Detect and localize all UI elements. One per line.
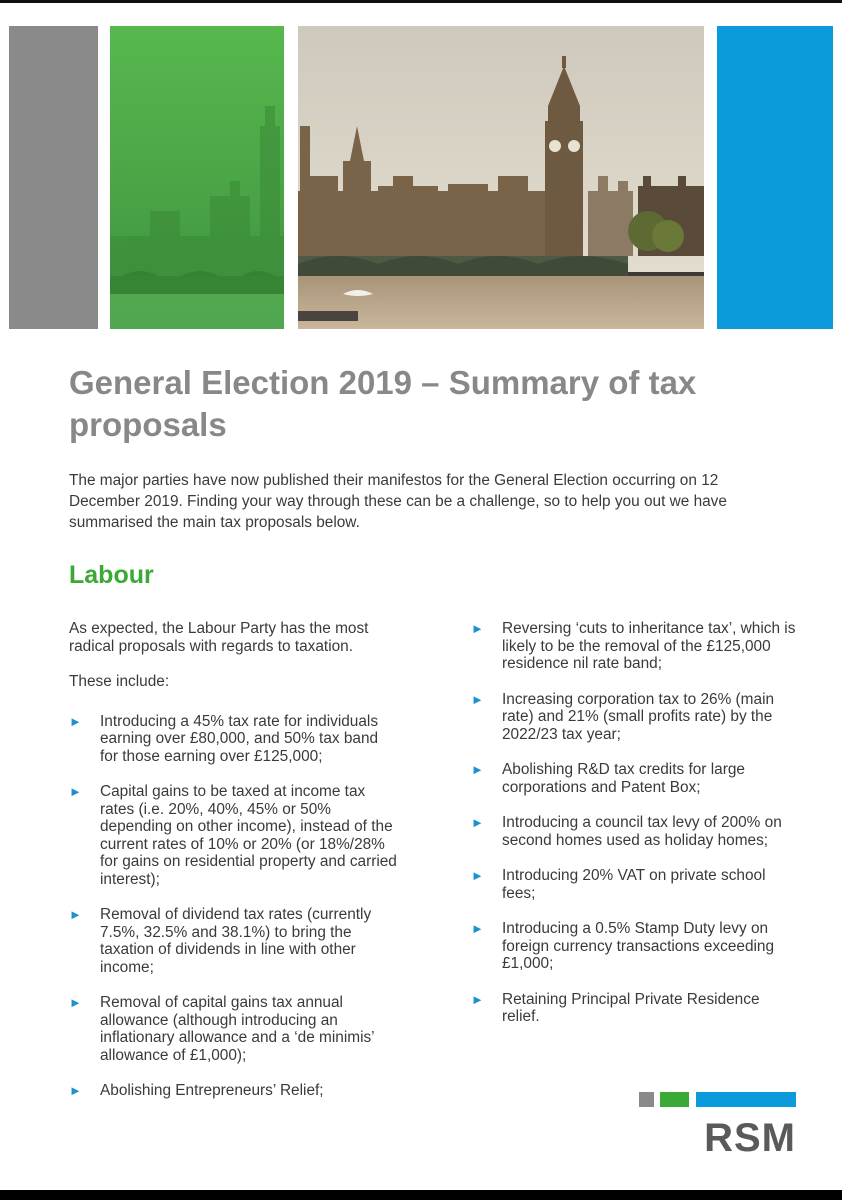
list-item-text: Removal of dividend tax rates (currently 7.5%, 32.5% and 38.1%) to bring the taxation of dividends in line with other income; [100,906,372,976]
bullet-arrow-icon: ► [69,907,82,922]
list-item-text: Removal of capital gains tax annual allowance (although introducing an inflationary allowance and a ‘de minimis’ allowance of £1,000); [100,994,375,1064]
bullet-list-left [69,713,399,1100]
page-bottom-edge [0,1190,842,1200]
logo-grey-bar [639,1092,654,1107]
list-item-text: Introducing a council tax levy of 200% on second homes used as holiday homes; [502,814,782,849]
page-title: General Election 2019 – Summary of tax proposals [69,364,697,443]
list-item [69,1082,399,1100]
list-item [471,920,801,973]
westminster-tinted-icon [110,26,284,329]
rsm-logo [639,1092,796,1162]
list-item-text: Retaining Principal Private Residence relief. [502,990,760,1025]
list-item-text: Introducing 20% VAT on private school fees; [502,867,766,902]
body-paragraph: These include: [69,673,170,690]
logo-text: RSM [704,1116,796,1160]
westminster-photo-icon [298,26,704,329]
intro-paragraph: The major parties have now published their manifestos for the General Election occurring on 12 December 2019. Finding your way through these can be a challenge, so to help you out we have summarised the main tax proposals below. [69,472,727,531]
list-item-text: Introducing a 45% tax rate for individuals earning over £80,000, and 50% tax band for those earning over £125,000; [100,712,379,765]
list-item-text: Abolishing Entrepreneurs’ Relief; [100,1082,324,1099]
right-column [471,620,801,1044]
body-paragraph: As expected, the Labour Party has the most radical proposals with regards to taxation. [69,620,369,655]
bullet-arrow-icon: ► [69,995,82,1010]
bullet-arrow-icon: ► [471,621,484,636]
logo-blue-bar [696,1092,796,1107]
bullet-arrow-icon: ► [471,991,484,1007]
list-item [471,867,801,902]
bullet-arrow-icon: ► [69,713,82,729]
list-item [69,783,399,888]
section-heading-labour: Labour [69,561,154,589]
list-item-text: Increasing corporation tax to 26% (main rate) and 21% (small profits rate) by the 2022/23 tax year; [502,690,775,743]
bullet-arrow-icon: ► [471,762,484,777]
bullet-arrow-icon: ► [471,691,484,707]
page-top-edge [0,0,842,3]
list-item [471,620,801,673]
list-item-text: Abolishing R&D tax credits for large corporations and Patent Box; [502,761,745,796]
list-item [471,691,801,744]
banner-grey-panel [9,26,98,329]
bullet-arrow-icon: ► [471,868,484,883]
bullet-arrow-icon: ► [69,784,82,799]
bullet-arrow-icon: ► [471,921,484,936]
banner-blue-panel [717,26,833,329]
bullet-arrow-icon: ► [69,1083,82,1098]
list-item [471,991,801,1026]
list-item [471,761,801,796]
list-item [471,814,801,849]
list-item-text: Capital gains to be taxed at income tax rates (i.e. 20%, 40%, 45% or 50% depending on other income), instead of the current rates of 10% or 20% (or 18%/28% for gains on residential property and carried interest); [100,783,397,888]
list-item [69,906,399,976]
left-column [69,620,399,1118]
bullet-arrow-icon: ► [471,815,484,830]
list-item-text: Reversing ‘cuts to inheritance tax’, which is likely to be the removal of the £125,000 residence nil rate band; [502,620,796,672]
bullet-list-right [471,620,801,1026]
banner-green-photo-panel [110,26,284,329]
list-item [69,994,399,1064]
logo-green-bar [660,1092,689,1107]
list-item [69,713,399,766]
list-item-text: Introducing a 0.5% Stamp Duty levy on foreign currency transactions exceeding £1,000; [502,920,775,972]
westminster-photo [298,26,704,329]
